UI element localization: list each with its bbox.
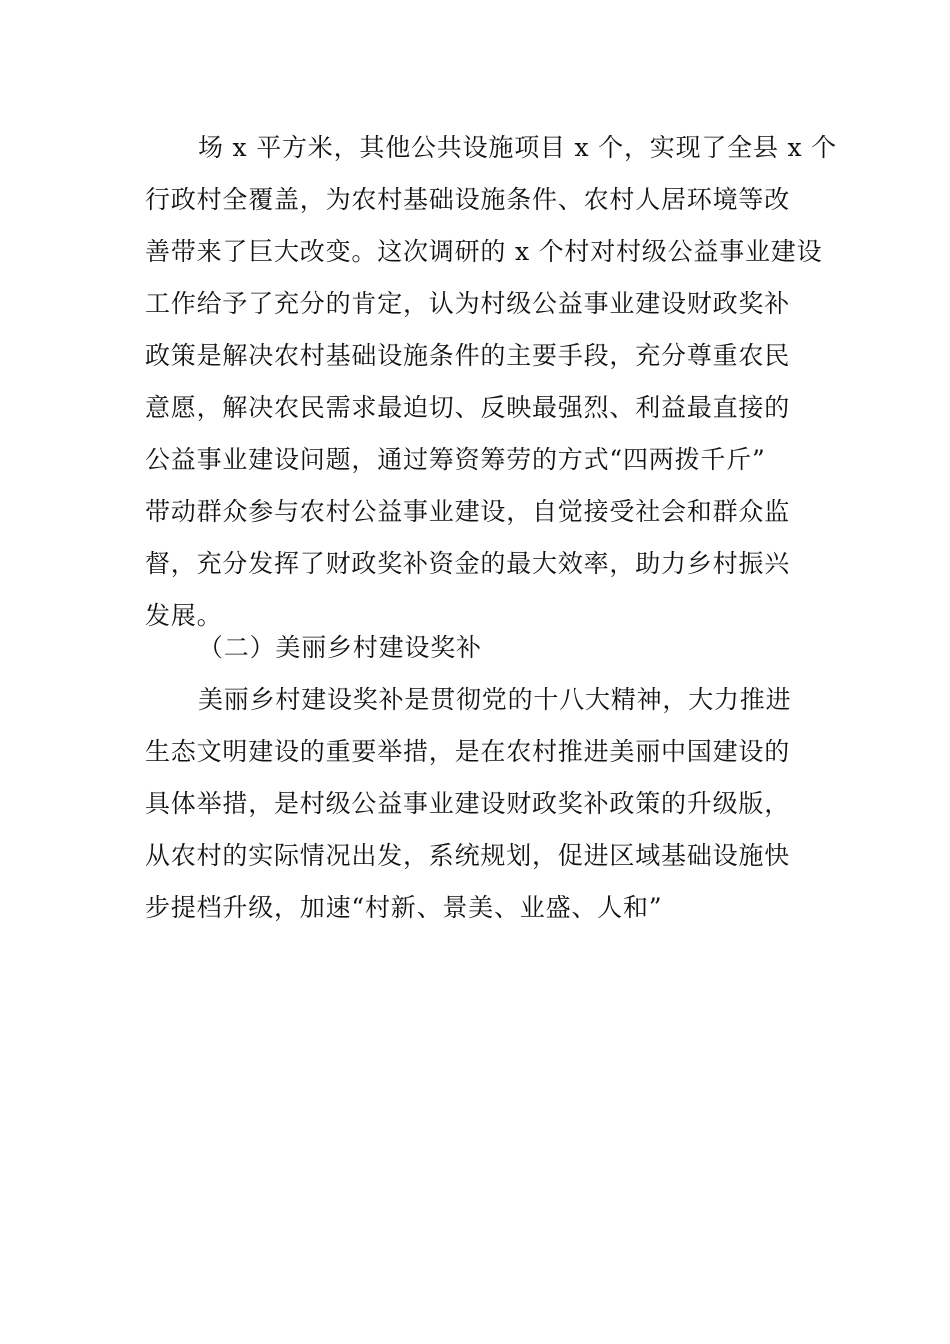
paragraph-1-line-8: 带动群众参与农村公益事业建设，自觉接受社会和群众监	[145, 497, 791, 526]
paragraph-1-line-1: 场 x 平方米，其他公共设施项目 x 个，实现了全县 x 个	[198, 133, 837, 162]
paragraph-1-line-3: 善带来了巨大改变。这次调研的 x 个村对村级公益事业建设	[145, 237, 823, 266]
paragraph-1-line-7: 公益事业建设问题，通过筹资筹劳的方式“四两拨千斤”	[145, 445, 766, 474]
paragraph-1-line-9: 督，充分发挥了财政奖补资金的最大效率，助力乡村振兴	[145, 549, 791, 578]
paragraph-1-line-4: 工作给予了充分的肯定，认为村级公益事业建设财政奖补	[145, 289, 791, 318]
paragraph-1-line-6: 意愿，解决农民需求最迫切、反映最强烈、利益最直接的	[145, 393, 791, 422]
paragraph-1-line-2: 行政村全覆盖，为农村基础设施条件、农村人居环境等改	[145, 185, 791, 214]
paragraph-2-line-3: 具体举措，是村级公益事业建设财政奖补政策的升级版，	[145, 789, 791, 818]
paragraph-2-line-2: 生态文明建设的重要举措，是在农村推进美丽中国建设的	[145, 737, 791, 766]
paragraph-1-line-10: 发展。	[145, 601, 223, 630]
section-heading: （二）美丽乡村建设奖补	[198, 633, 482, 662]
paragraph-2-line-1: 美丽乡村建设奖补是贯彻党的十八大精神，大力推进	[198, 685, 792, 714]
paragraph-2-line-5: 步提档升级，加速“村新、景美、业盛、人和”	[145, 893, 663, 922]
paragraph-1-line-5: 政策是解决农村基础设施条件的主要手段，充分尊重农民	[145, 341, 791, 370]
paragraph-2-line-4: 从农村的实际情况出发，系统规划，促进区域基础设施快	[145, 841, 791, 870]
